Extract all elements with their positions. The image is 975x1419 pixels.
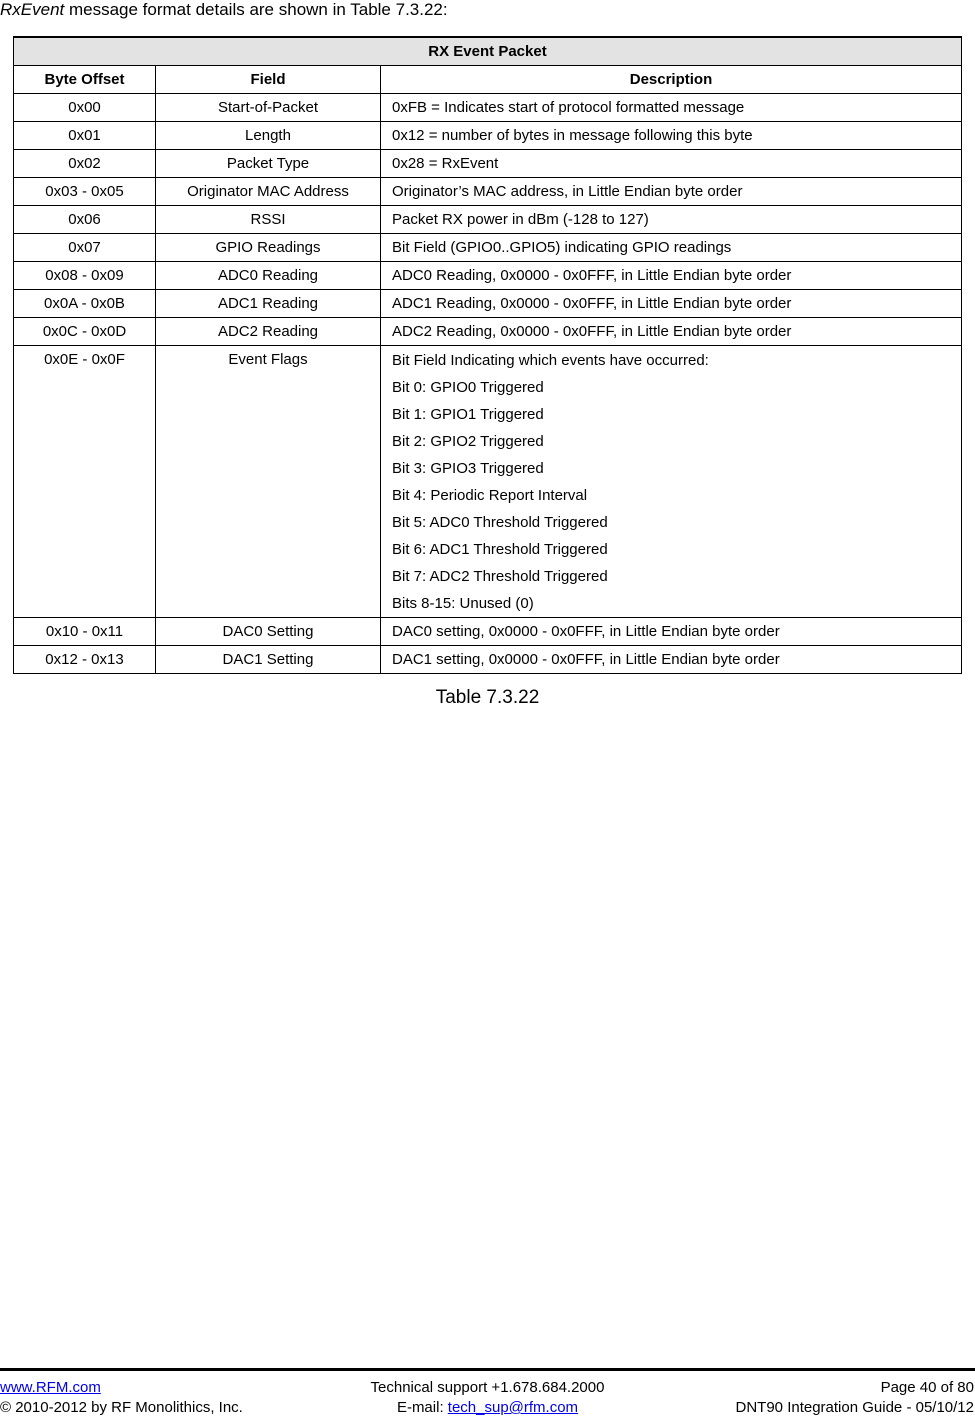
table-row [14,318,962,346]
website-link[interactable]: www.RFM.com [0,1379,101,1396]
table-row-event-flags [14,346,962,618]
table-body [14,94,962,674]
col-header-byte-offset: Byte Offset [14,66,156,94]
table-row [14,178,962,206]
technical-support: Technical support +1.678.684.2000 [370,1379,605,1396]
intro-text: message format details are shown in Table 7.3.22: [64,0,448,19]
field-cell: DAC1 Setting [156,646,381,674]
description-cell: DAC0 setting, 0x0000 - 0x0FFF, in Little Endian byte order [381,618,962,646]
rx-event-packet-table [13,36,962,674]
event-flag-line: Bit 1: GPIO1 Triggered [392,406,544,423]
col-header-description: Description [381,66,962,94]
table-row [14,206,962,234]
guide-title-date: DNT90 Integration Guide - 05/10/12 [735,1399,974,1416]
event-flag-line: Bit 7: ADC2 Threshold Triggered [392,568,608,585]
event-flag-line: Bit 0: GPIO0 Triggered [392,379,544,396]
email-label: E-mail: [396,1399,448,1416]
table-title-row [14,37,962,66]
byte-offset-cell: 0x07 [14,234,156,262]
event-flag-line: Bit Field Indicating which events have occurred: [392,352,709,369]
table-row [14,234,962,262]
field-cell: ADC2 Reading [156,318,381,346]
col-header-field: Field [156,66,381,94]
page-footer [0,1378,975,1418]
description-cell: Originator’s MAC address, in Little Endian byte order [381,178,962,206]
byte-offset-cell: 0x01 [14,122,156,150]
table-row [14,646,962,674]
byte-offset-cell: 0x0A - 0x0B [14,290,156,318]
table-row [14,290,962,318]
intro-packet-name: RxEvent [0,0,65,19]
field-cell: ADC0 Reading [156,262,381,290]
page-number: Page 40 of 80 [880,1379,974,1396]
description-cell: Bit Field (GPIO0..GPIO5) indicating GPIO readings [381,234,962,262]
byte-offset-cell: 0x12 - 0x13 [14,646,156,674]
event-flag-line: Bits 8-15: Unused (0) [392,595,534,612]
byte-offset-cell: 0x0C - 0x0D [14,318,156,346]
field-cell: Event Flags [156,346,381,618]
field-cell: Length [156,122,381,150]
event-flag-line: Bit 5: ADC0 Threshold Triggered [392,514,608,531]
table-row [14,150,962,178]
table-row [14,122,962,150]
event-flag-line: Bit 4: Periodic Report Interval [392,487,588,504]
byte-offset-cell: 0x0E - 0x0F [14,346,156,618]
field-cell: DAC0 Setting [156,618,381,646]
table-row [14,94,962,122]
field-cell: Originator MAC Address [156,178,381,206]
event-flag-line: Bit 6: ADC1 Threshold Triggered [392,541,608,558]
description-cell: Packet RX power in dBm (-128 to 127) [381,206,962,234]
description-cell: 0x28 = RxEvent [381,150,962,178]
field-cell: GPIO Readings [156,234,381,262]
field-cell: Packet Type [156,150,381,178]
byte-offset-cell: 0x08 - 0x09 [14,262,156,290]
description-cell: ADC1 Reading, 0x0000 - 0x0FFF, in Little Endian byte order [381,290,962,318]
intro-sentence [0,0,975,20]
description-cell: 0xFB = Indicates start of protocol formatted message [381,94,962,122]
description-cell: ADC2 Reading, 0x0000 - 0x0FFF, in Little Endian byte order [381,318,962,346]
copyright: © 2010-2012 by RF Monolithics, Inc. [0,1399,243,1416]
table-header-row [14,66,962,94]
description-cell: DAC1 setting, 0x0000 - 0x0FFF, in Little Endian byte order [381,646,962,674]
byte-offset-cell: 0x00 [14,94,156,122]
byte-offset-cell: 0x03 - 0x05 [14,178,156,206]
table-caption: Table 7.3.22 [435,687,540,708]
field-cell: RSSI [156,206,381,234]
description-cell: 0x12 = number of bytes in message following this byte [381,122,962,150]
table-row [14,618,962,646]
event-flag-line: Bit 3: GPIO3 Triggered [392,460,544,477]
field-cell: Start-of-Packet [156,94,381,122]
event-flag-line: Bit 2: GPIO2 Triggered [392,433,544,450]
table-row [14,262,962,290]
table-title: RX Event Packet [14,37,962,66]
byte-offset-cell: 0x02 [14,150,156,178]
email-link[interactable]: tech_sup@rfm.com [447,1399,579,1416]
field-cell: ADC1 Reading [156,290,381,318]
byte-offset-cell: 0x10 - 0x11 [14,618,156,646]
description-cell [381,346,962,618]
byte-offset-cell: 0x06 [14,206,156,234]
footer-divider [0,1368,975,1371]
description-cell: ADC0 Reading, 0x0000 - 0x0FFF, in Little Endian byte order [381,262,962,290]
